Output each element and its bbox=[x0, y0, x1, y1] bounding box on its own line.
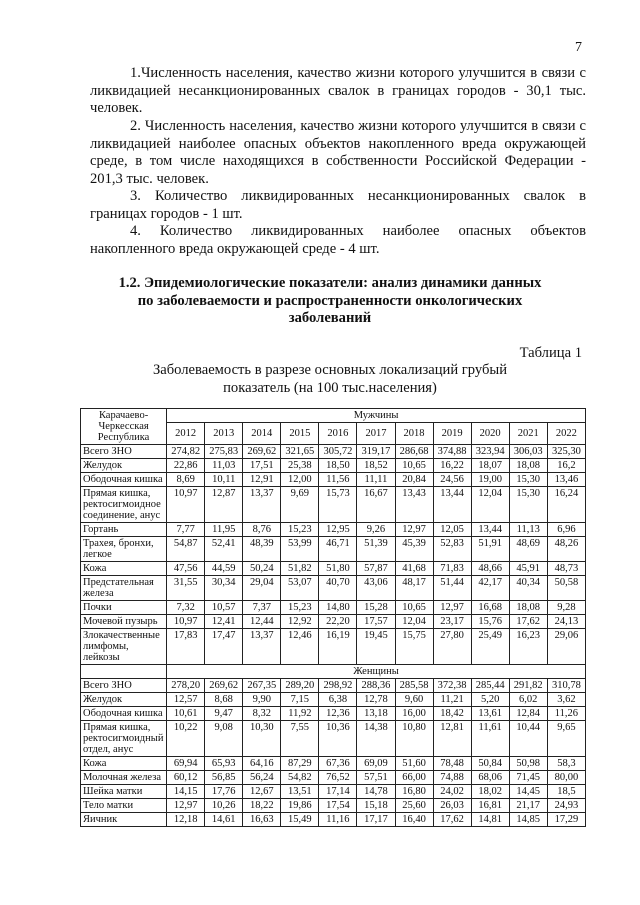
table-cell: 16,63 bbox=[243, 813, 281, 827]
table-cell: 9,08 bbox=[205, 721, 243, 757]
table-cell: 274,82 bbox=[167, 445, 205, 459]
table-cell: 289,20 bbox=[281, 679, 319, 693]
table-cell: 10,65 bbox=[395, 459, 433, 473]
table-cell: 24,13 bbox=[547, 615, 585, 629]
table-cell: 9,28 bbox=[547, 601, 585, 615]
table-cell: 71,83 bbox=[433, 562, 471, 576]
row-label: Молочная железа bbox=[81, 771, 167, 785]
table-cell: 12,92 bbox=[281, 615, 319, 629]
table-cell: 12,36 bbox=[319, 707, 357, 721]
table-row bbox=[81, 473, 586, 487]
paragraph-3: 3. Количество ликвидированных несанкционированных свалок в границах городов - 1 шт. bbox=[90, 188, 586, 222]
table-cell: 15,23 bbox=[281, 523, 319, 537]
table-row bbox=[81, 615, 586, 629]
table-cell: 7,37 bbox=[243, 601, 281, 615]
table-cell: 18,50 bbox=[319, 459, 357, 473]
page-number: 7 bbox=[575, 40, 582, 55]
women-group-spacer bbox=[81, 665, 167, 679]
table-cell: 18,5 bbox=[547, 785, 585, 799]
row-label: Почки bbox=[81, 601, 167, 615]
table-cell: 285,44 bbox=[471, 679, 509, 693]
table-cell: 40,70 bbox=[319, 576, 357, 601]
table-cell: 9,47 bbox=[205, 707, 243, 721]
table-row bbox=[81, 693, 586, 707]
table-cell: 51,82 bbox=[281, 562, 319, 576]
table-cell: 43,06 bbox=[357, 576, 395, 601]
table-cell: 13,18 bbox=[357, 707, 395, 721]
table-cell: 17,47 bbox=[205, 629, 243, 665]
table-cell: 285,58 bbox=[395, 679, 433, 693]
table-cell: 12,87 bbox=[205, 487, 243, 523]
table-cell: 9,90 bbox=[243, 693, 281, 707]
row-label: Трахея, бронхи, легкое bbox=[81, 537, 167, 562]
table-cell: 319,17 bbox=[357, 445, 395, 459]
table-cell: 54,82 bbox=[281, 771, 319, 785]
table-cell: 16,24 bbox=[547, 487, 585, 523]
table-cell: 17,62 bbox=[509, 615, 547, 629]
year-header: 2014 bbox=[243, 423, 281, 445]
table-cell: 48,39 bbox=[243, 537, 281, 562]
year-header: 2013 bbox=[205, 423, 243, 445]
table-cell: 8,32 bbox=[243, 707, 281, 721]
year-header: 2012 bbox=[167, 423, 205, 445]
table-row bbox=[81, 799, 586, 813]
table-row bbox=[81, 785, 586, 799]
row-label: Прямая кишка, ректосигмоидный отдел, анус bbox=[81, 721, 167, 757]
table-cell: 7,15 bbox=[281, 693, 319, 707]
table-cell: 12,78 bbox=[357, 693, 395, 707]
table-row bbox=[81, 576, 586, 601]
row-label: Злокачественные лимфомы, лейкозы bbox=[81, 629, 167, 665]
table-cell: 16,67 bbox=[357, 487, 395, 523]
table-row bbox=[81, 523, 586, 537]
table-cell: 11,21 bbox=[433, 693, 471, 707]
year-header: 2020 bbox=[471, 423, 509, 445]
table-cell: 16,19 bbox=[319, 629, 357, 665]
table-cell: 12,46 bbox=[281, 629, 319, 665]
table-cell: 267,35 bbox=[243, 679, 281, 693]
table-cell: 13,61 bbox=[471, 707, 509, 721]
incidence-table bbox=[80, 408, 586, 827]
table-cell: 12,57 bbox=[167, 693, 205, 707]
table-cell: 16,23 bbox=[509, 629, 547, 665]
table-cell: 288,36 bbox=[357, 679, 395, 693]
table-cell: 29,04 bbox=[243, 576, 281, 601]
table-cell: 29,06 bbox=[547, 629, 585, 665]
year-header: 2017 bbox=[357, 423, 395, 445]
table-cell: 51,60 bbox=[395, 757, 433, 771]
table-cell: 27,80 bbox=[433, 629, 471, 665]
table-cell: 51,39 bbox=[357, 537, 395, 562]
year-header: 2018 bbox=[395, 423, 433, 445]
table-cell: 10,65 bbox=[395, 601, 433, 615]
table-cell: 16,68 bbox=[471, 601, 509, 615]
table-cell: 374,88 bbox=[433, 445, 471, 459]
table-cell: 12,97 bbox=[433, 601, 471, 615]
row-label: Желудок bbox=[81, 459, 167, 473]
table-cell: 14,81 bbox=[471, 813, 509, 827]
table-row bbox=[81, 707, 586, 721]
table-cell: 306,03 bbox=[509, 445, 547, 459]
table-cell: 12,41 bbox=[205, 615, 243, 629]
table-cell: 16,80 bbox=[395, 785, 433, 799]
table-cell: 66,00 bbox=[395, 771, 433, 785]
table-cell: 9,26 bbox=[357, 523, 395, 537]
year-header: 2022 bbox=[547, 423, 585, 445]
table-cell: 26,03 bbox=[433, 799, 471, 813]
table-cell: 69,09 bbox=[357, 757, 395, 771]
table-cell: 65,93 bbox=[205, 757, 243, 771]
table-cell: 25,38 bbox=[281, 459, 319, 473]
table-cell: 8,76 bbox=[243, 523, 281, 537]
table-cell: 10,97 bbox=[167, 615, 205, 629]
table-cell: 19,45 bbox=[357, 629, 395, 665]
table-cell: 9,60 bbox=[395, 693, 433, 707]
table-cell: 12,04 bbox=[395, 615, 433, 629]
table-row bbox=[81, 459, 586, 473]
table-cell: 11,03 bbox=[205, 459, 243, 473]
table-row bbox=[81, 487, 586, 523]
table-cell: 10,22 bbox=[167, 721, 205, 757]
table-row bbox=[81, 629, 586, 665]
table-cell: 15,73 bbox=[319, 487, 357, 523]
table-cell: 14,80 bbox=[319, 601, 357, 615]
table-row bbox=[81, 601, 586, 615]
table-cell: 14,78 bbox=[357, 785, 395, 799]
table-cell: 13,44 bbox=[433, 487, 471, 523]
table-cell: 17,14 bbox=[319, 785, 357, 799]
table-row bbox=[81, 771, 586, 785]
table-cell: 19,00 bbox=[471, 473, 509, 487]
table-cell: 14,45 bbox=[509, 785, 547, 799]
row-label: Кожа bbox=[81, 562, 167, 576]
year-header: 2015 bbox=[281, 423, 319, 445]
paragraph-4: 4. Количество ликвидированных наиболее опасных объектов накопленного вреда окружающей среде - 4 шт. bbox=[90, 223, 586, 257]
table-cell: 10,57 bbox=[205, 601, 243, 615]
table-cell: 40,34 bbox=[509, 576, 547, 601]
row-label: Предстательная железа bbox=[81, 576, 167, 601]
table-cell: 11,13 bbox=[509, 523, 547, 537]
table-label: Таблица 1 bbox=[519, 345, 582, 361]
table-cell: 13,37 bbox=[243, 629, 281, 665]
row-label: Ободочная кишка bbox=[81, 473, 167, 487]
table-cell: 48,66 bbox=[471, 562, 509, 576]
table-row bbox=[81, 757, 586, 771]
table-cell: 12,97 bbox=[167, 799, 205, 813]
row-label: Тело матки bbox=[81, 799, 167, 813]
table-cell: 18,52 bbox=[357, 459, 395, 473]
table-cell: 51,91 bbox=[471, 537, 509, 562]
paragraph-2: 2. Численность населения, качество жизни которого улучшится в связи с ликвидацией наиболее опасных объектов накопленного вреда окружающей среде, в том числе находящихся в собственности Российской Федерации - 201,3 тыс. человек. bbox=[90, 118, 586, 187]
table-cell: 269,62 bbox=[243, 445, 281, 459]
section-heading: 1.2. Эпидемиологические показатели: анализ динамики данных по заболеваемости и распространенности онкологических заболеваний bbox=[118, 275, 542, 326]
table-cell: 12,91 bbox=[243, 473, 281, 487]
table-cell: 11,56 bbox=[319, 473, 357, 487]
table-cell: 17,29 bbox=[547, 813, 585, 827]
row-label: Кожа bbox=[81, 757, 167, 771]
table-cell: 71,45 bbox=[509, 771, 547, 785]
table-cell: 269,62 bbox=[205, 679, 243, 693]
paragraph-1: 1.Численность населения, качество жизни которого улучшится в связи с ликвидацией несанкционированных свалок в границах городов - 30,1 тыс. человек. bbox=[90, 65, 586, 116]
table-cell: 24,93 bbox=[547, 799, 585, 813]
table-cell: 22,86 bbox=[167, 459, 205, 473]
table-cell: 12,18 bbox=[167, 813, 205, 827]
table-cell: 23,17 bbox=[433, 615, 471, 629]
table-cell: 15,28 bbox=[357, 601, 395, 615]
table-row bbox=[81, 445, 586, 459]
table-cell: 67,36 bbox=[319, 757, 357, 771]
table-cell: 19,86 bbox=[281, 799, 319, 813]
table-cell: 321,65 bbox=[281, 445, 319, 459]
row-label: Гортань bbox=[81, 523, 167, 537]
table-cell: 13,43 bbox=[395, 487, 433, 523]
table-cell: 10,30 bbox=[243, 721, 281, 757]
table-cell: 17,57 bbox=[357, 615, 395, 629]
table-cell: 11,61 bbox=[471, 721, 509, 757]
table-cell: 17,51 bbox=[243, 459, 281, 473]
table-cell: 12,00 bbox=[281, 473, 319, 487]
table-cell: 278,20 bbox=[167, 679, 205, 693]
table-cell: 12,97 bbox=[395, 523, 433, 537]
table-cell: 11,11 bbox=[357, 473, 395, 487]
table-cell: 13,46 bbox=[547, 473, 585, 487]
table-cell: 12,04 bbox=[471, 487, 509, 523]
row-label: Мочевой пузырь bbox=[81, 615, 167, 629]
table-cell: 10,11 bbox=[205, 473, 243, 487]
table-cell: 50,24 bbox=[243, 562, 281, 576]
table-cell: 60,12 bbox=[167, 771, 205, 785]
row-label: Ободочная кишка bbox=[81, 707, 167, 721]
table-caption: Заболеваемость в разрезе основных локализаций грубый показатель (на 100 тыс.населения) bbox=[152, 362, 508, 396]
table-cell: 15,76 bbox=[471, 615, 509, 629]
table-cell: 14,85 bbox=[509, 813, 547, 827]
table-cell: 12,05 bbox=[433, 523, 471, 537]
table-cell: 48,73 bbox=[547, 562, 585, 576]
table-cell: 10,80 bbox=[395, 721, 433, 757]
table-cell: 80,00 bbox=[547, 771, 585, 785]
table-cell: 286,68 bbox=[395, 445, 433, 459]
table-cell: 17,62 bbox=[433, 813, 471, 827]
table-cell: 16,81 bbox=[471, 799, 509, 813]
table-cell: 15,30 bbox=[509, 473, 547, 487]
table-cell: 69,94 bbox=[167, 757, 205, 771]
table-cell: 13,51 bbox=[281, 785, 319, 799]
table-cell: 12,95 bbox=[319, 523, 357, 537]
table-cell: 20,84 bbox=[395, 473, 433, 487]
table-cell: 15,49 bbox=[281, 813, 319, 827]
table-row bbox=[81, 537, 586, 562]
row-label: Всего ЗНО bbox=[81, 445, 167, 459]
table-cell: 11,26 bbox=[547, 707, 585, 721]
table-cell: 47,56 bbox=[167, 562, 205, 576]
table-cell: 46,71 bbox=[319, 537, 357, 562]
table-cell: 6,38 bbox=[319, 693, 357, 707]
table-cell: 16,40 bbox=[395, 813, 433, 827]
table-cell: 18,07 bbox=[471, 459, 509, 473]
table-cell: 45,91 bbox=[509, 562, 547, 576]
table-row bbox=[81, 679, 586, 693]
table-cell: 57,87 bbox=[357, 562, 395, 576]
table-cell: 6,02 bbox=[509, 693, 547, 707]
table-cell: 6,96 bbox=[547, 523, 585, 537]
table-cell: 18,08 bbox=[509, 601, 547, 615]
table-cell: 12,44 bbox=[243, 615, 281, 629]
row-label: Всего ЗНО bbox=[81, 679, 167, 693]
table-cell: 25,60 bbox=[395, 799, 433, 813]
table-row bbox=[81, 813, 586, 827]
table-cell: 22,20 bbox=[319, 615, 357, 629]
table-cell: 275,83 bbox=[205, 445, 243, 459]
table-row bbox=[81, 721, 586, 757]
table-cell: 48,26 bbox=[547, 537, 585, 562]
table-cell: 11,16 bbox=[319, 813, 357, 827]
table-cell: 52,83 bbox=[433, 537, 471, 562]
table-cell: 76,52 bbox=[319, 771, 357, 785]
table-cell: 42,17 bbox=[471, 576, 509, 601]
table-cell: 51,80 bbox=[319, 562, 357, 576]
table-cell: 10,61 bbox=[167, 707, 205, 721]
table-cell: 53,99 bbox=[281, 537, 319, 562]
table-cell: 305,72 bbox=[319, 445, 357, 459]
table-cell: 7,55 bbox=[281, 721, 319, 757]
table-cell: 16,00 bbox=[395, 707, 433, 721]
row-label: Яичник bbox=[81, 813, 167, 827]
table-cell: 31,55 bbox=[167, 576, 205, 601]
table-cell: 10,36 bbox=[319, 721, 357, 757]
table-cell: 51,44 bbox=[433, 576, 471, 601]
table-cell: 25,49 bbox=[471, 629, 509, 665]
table-cell: 10,26 bbox=[205, 799, 243, 813]
row-label: Прямая кишка, ректосигмоидное соединение, анус bbox=[81, 487, 167, 523]
table-cell: 48,17 bbox=[395, 576, 433, 601]
table-cell: 57,51 bbox=[357, 771, 395, 785]
table-cell: 11,92 bbox=[281, 707, 319, 721]
table-cell: 12,84 bbox=[509, 707, 547, 721]
table-cell: 8,68 bbox=[205, 693, 243, 707]
table-cell: 18,22 bbox=[243, 799, 281, 813]
table-cell: 7,32 bbox=[167, 601, 205, 615]
table-cell: 58,3 bbox=[547, 757, 585, 771]
table-cell: 18,08 bbox=[509, 459, 547, 473]
table-cell: 372,38 bbox=[433, 679, 471, 693]
table-cell: 5,20 bbox=[471, 693, 509, 707]
year-header: 2016 bbox=[319, 423, 357, 445]
table-cell: 15,75 bbox=[395, 629, 433, 665]
table-cell: 64,16 bbox=[243, 757, 281, 771]
table-cell: 56,24 bbox=[243, 771, 281, 785]
table-cell: 13,37 bbox=[243, 487, 281, 523]
table-cell: 74,88 bbox=[433, 771, 471, 785]
table-cell: 54,87 bbox=[167, 537, 205, 562]
table-cell: 10,44 bbox=[509, 721, 547, 757]
table-cell: 14,15 bbox=[167, 785, 205, 799]
table-cell: 18,02 bbox=[471, 785, 509, 799]
table-cell: 14,38 bbox=[357, 721, 395, 757]
table-cell: 41,68 bbox=[395, 562, 433, 576]
table-cell: 21,17 bbox=[509, 799, 547, 813]
women-group-header: Женщины bbox=[167, 665, 586, 679]
table-cell: 68,06 bbox=[471, 771, 509, 785]
table-cell: 8,69 bbox=[167, 473, 205, 487]
table-cell: 17,54 bbox=[319, 799, 357, 813]
men-group-header: Мужчины bbox=[167, 409, 586, 423]
table-cell: 323,94 bbox=[471, 445, 509, 459]
table-cell: 50,98 bbox=[509, 757, 547, 771]
table-cell: 11,95 bbox=[205, 523, 243, 537]
table-cell: 325,30 bbox=[547, 445, 585, 459]
table-cell: 50,84 bbox=[471, 757, 509, 771]
table-cell: 9,65 bbox=[547, 721, 585, 757]
table-row bbox=[81, 562, 586, 576]
table-cell: 15,23 bbox=[281, 601, 319, 615]
table-cell: 17,76 bbox=[205, 785, 243, 799]
table-cell: 87,29 bbox=[281, 757, 319, 771]
region-header: Карачаево-Черкесская Республика bbox=[81, 409, 167, 445]
table-cell: 17,83 bbox=[167, 629, 205, 665]
table-cell: 3,62 bbox=[547, 693, 585, 707]
table-cell: 13,44 bbox=[471, 523, 509, 537]
table-cell: 15,30 bbox=[509, 487, 547, 523]
table-cell: 50,58 bbox=[547, 576, 585, 601]
table-cell: 44,59 bbox=[205, 562, 243, 576]
table-cell: 24,02 bbox=[433, 785, 471, 799]
table-cell: 24,56 bbox=[433, 473, 471, 487]
table-cell: 9,69 bbox=[281, 487, 319, 523]
table-cell: 298,92 bbox=[319, 679, 357, 693]
table-cell: 45,39 bbox=[395, 537, 433, 562]
table-cell: 16,22 bbox=[433, 459, 471, 473]
year-header: 2021 bbox=[509, 423, 547, 445]
table-cell: 53,07 bbox=[281, 576, 319, 601]
table-cell: 291,82 bbox=[509, 679, 547, 693]
table-cell: 12,81 bbox=[433, 721, 471, 757]
women-table-body bbox=[81, 679, 586, 827]
table-cell: 18,42 bbox=[433, 707, 471, 721]
year-header: 2019 bbox=[433, 423, 471, 445]
row-label: Шейка матки bbox=[81, 785, 167, 799]
table-cell: 7,77 bbox=[167, 523, 205, 537]
table-cell: 10,97 bbox=[167, 487, 205, 523]
table-cell: 56,85 bbox=[205, 771, 243, 785]
table-cell: 30,34 bbox=[205, 576, 243, 601]
row-label: Желудок bbox=[81, 693, 167, 707]
table-cell: 310,78 bbox=[547, 679, 585, 693]
men-table-body bbox=[81, 445, 586, 665]
table-cell: 16,2 bbox=[547, 459, 585, 473]
table-cell: 12,67 bbox=[243, 785, 281, 799]
table-cell: 78,48 bbox=[433, 757, 471, 771]
table-cell: 15,18 bbox=[357, 799, 395, 813]
table-cell: 14,61 bbox=[205, 813, 243, 827]
table-cell: 48,69 bbox=[509, 537, 547, 562]
table-cell: 52,41 bbox=[205, 537, 243, 562]
table-cell: 17,17 bbox=[357, 813, 395, 827]
